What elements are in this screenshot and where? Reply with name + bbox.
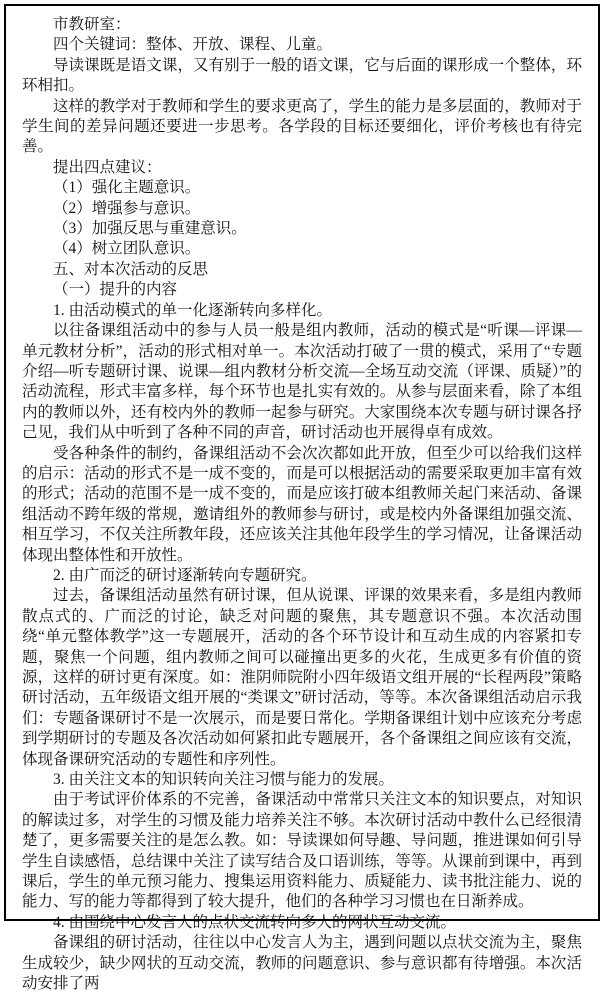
paragraph: 以往备课组活动中的参与人员一般是组内教师，活动的模式是“听课—评课—单元教材分析”，活动的形式相对单一。本次活动打破了一贯的模式，采用了“专题介绍—听专题研讨课、说课—组内教材分析交流—全场互动交流（评课、质疑）”的活动流程，形式丰富多样，每个环节也是扎实有效的。从参与层面来看，除了本组内的教师以外，还有校内外的教师一起参与研究。大家围绕本次专题与研讨课各抒己见，我们从中听到了各种不同的声音，研讨活动也开展得卓有成效。 bbox=[22, 322, 582, 442]
document-page bbox=[4, 4, 600, 993]
document-body bbox=[6, 6, 598, 1003]
paragraph: 由于考试评价体系的不完善，备课活动中常常只关注文本的知识要点，对知识的解读过多，对学生的习惯及能力培养关注不够。本次研讨活动中教什么已经很清楚了，更多需要关注的是怎么教。如：导读课如何导趣、导问题，推进课如何引导学生自读感悟，总结课中关注了读写结合及口语训练，等等。从课前到课中，再到课后，学生的单元预习能力、搜集运用资料能力、质疑能力、读书批注能力、说的能力、写的能力等都得到了较大提升，他们的各种学习习惯也在日渐养成。 bbox=[22, 791, 582, 911]
paragraph: 四个关键词：整体、开放、课程、儿童。 bbox=[53, 36, 333, 54]
paragraph: （2）增强参与意识。 bbox=[53, 199, 201, 217]
paragraph: 五、对本次活动的反思 bbox=[53, 260, 209, 278]
paragraph: 3. 由关注文本的知识转向关注习惯与能力的发展。 bbox=[53, 771, 395, 789]
paragraph: 导读课既是语文课，又有别于一般的语文课，它与后面的课形成一个整体，环环相扣。 bbox=[22, 56, 582, 95]
paragraph: 4. 由围绕中心发言人的点状交流转向多人的网状互动交流。 bbox=[53, 913, 457, 931]
paragraph: 1. 由活动模式的单一化逐渐转向多样化。 bbox=[53, 301, 333, 319]
paragraph: （3）加强反思与重建意识。 bbox=[53, 220, 247, 238]
paragraph: 这样的教学对于教师和学生的要求更高了，学生的能力是多层面的，教师对于学生间的差异问题还要进一步思考。各学段的目标还要细化，评价考核也有待完善。 bbox=[22, 97, 582, 156]
paragraph: 备课组的研讨活动，往往以中心发言人为主，遇到问题以点状交流为主，聚焦生成较少，缺少网状的互动交流，教师的问题意识、参与意识都有待增强。本次活动安排了两 bbox=[22, 934, 582, 993]
paragraph: 提出四点建议： bbox=[53, 158, 162, 176]
paragraph: （一）提升的内容 bbox=[53, 281, 178, 299]
paragraph: 受各种条件的制约，备课组活动不会次次都如此开放，但至少可以给我们这样的启示：活动的形式不是一成不变的，而是可以根据活动的需要采取更加丰富有效的形式；活动的范围不是一成不变的，而是应该打破本组教师关起门来活动、备课组活动不跨年级的常规，邀请组外的教师参与研讨，或是校内外备课组加强交流、相互学习，不仅关注所教年段，还应该关注其他年段学生的学习情况，让备课活动体现出整体性和开放性。 bbox=[22, 444, 582, 564]
paragraph: （4）树立团队意识。 bbox=[53, 240, 201, 258]
paragraph: 2. 由广而泛的研讨逐渐转向专题研究。 bbox=[53, 566, 317, 584]
paragraph: 市教研室： bbox=[53, 16, 131, 33]
paragraph: （1）强化主题意识。 bbox=[53, 179, 201, 197]
paragraph: 过去，备课组活动虽然有研讨课，但从说课、评课的效果来看，多是组内教师散点式的、广而泛的讨论，缺乏对问题的聚焦，其专题意识不强。本次活动围绕“单元整体教学”这一专题展开，活动的各个环节设计和互动生成的内容紧扣专题，聚焦一个问题，组内教师之间可以碰撞出更多的火花，生成更多有价值的资源，这样的研讨更有深度。如：淮阴师院附小四年级语文组开展的“长程两段”策略研讨活动，五年级语文组开展的“类课文”研讨活动，等等。本次备课组活动启示我们：专题备课研讨不是一次展示，而是要日常化。学期备课组计划中应该充分考虑到学期研讨的专题及各次活动如何紧扣此专题展开，各个备课组之间应该有交流，体现备课研究活动的专题性和序列性。 bbox=[22, 587, 582, 768]
